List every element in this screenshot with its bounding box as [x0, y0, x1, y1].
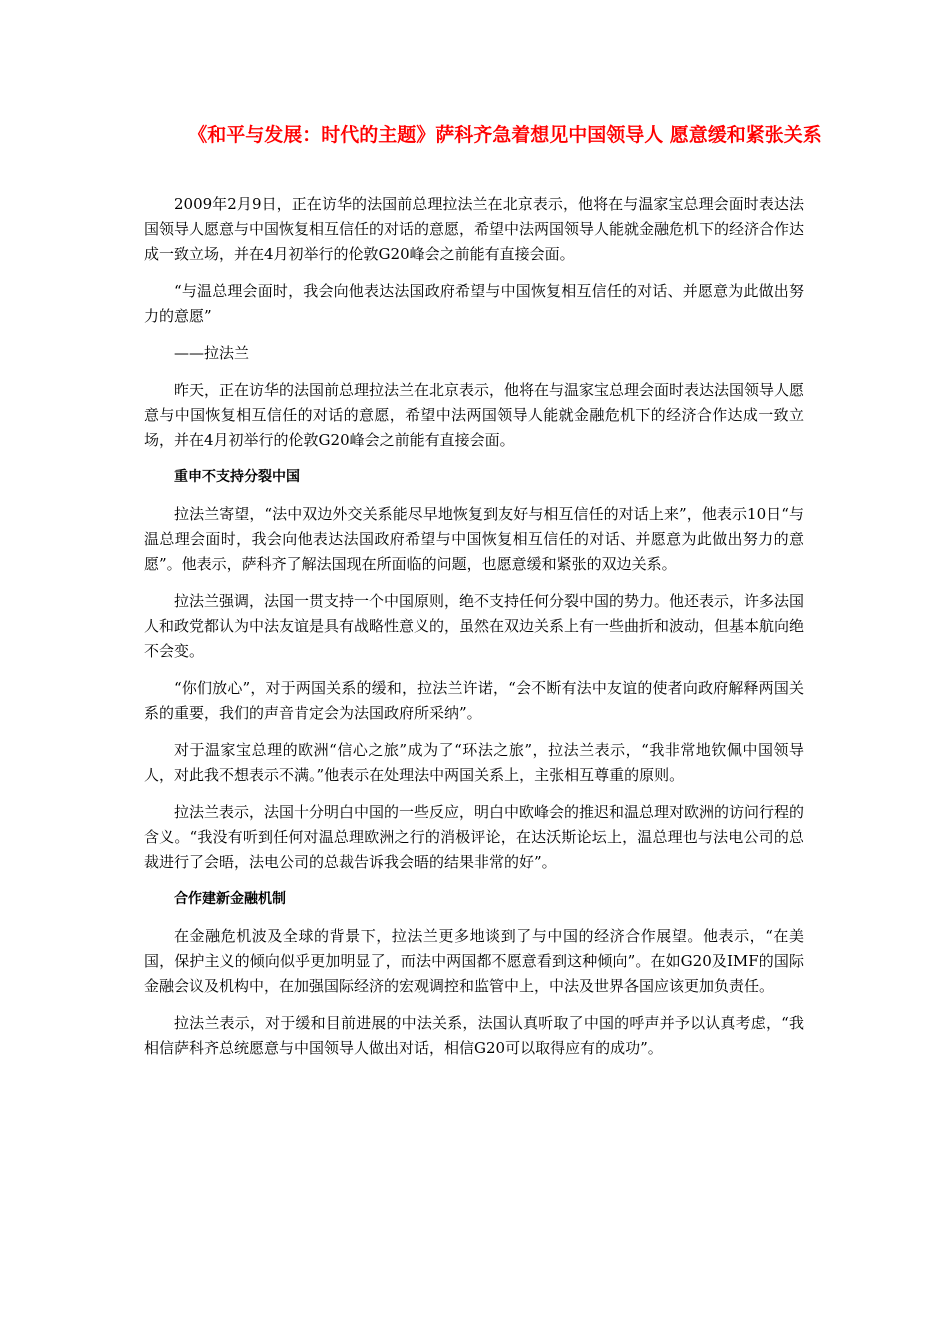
paragraph-g20: 拉法兰表示，对于缓和目前进展的中法关系，法国认真听取了中国的呼声并予以认真考虑，“我相信萨科齐总统愿意与中国领导人做出对话，相信G20可以取得应有的成功”。 — [144, 1014, 804, 1057]
paragraph-intro: 2009年2月9日，正在访华的法国前总理拉法兰在北京表示，他将在与温家宝总理会面时表达法国领导人愿意与中国恢复相互信任的对话的意愿，希望中法两国领导人能就金融危机下的经济合作达成一致立场，并在4月初举行的伦敦G20峰会之前能有直接会面。 — [144, 195, 805, 263]
paragraph-yesterday: 昨天，正在访华的法国前总理拉法兰在北京表示，他将在与温家宝总理会面时表达法国领导人愿意与中国恢复相互信任的对话的意愿，希望中法两国领导人能就金融危机下的经济合作达成一致立场，并在4月初举行的伦敦G20峰会之前能有直接会面。 — [144, 381, 805, 449]
paragraph-reaction: 拉法兰表示，法国十分明白中国的一些反应，明白中欧峰会的推迟和温总理对欧洲的访问行程的含义。“我没有听到任何对温总理欧洲之行的消极评论，在达沃斯论坛上，温总理也与法电公司的总裁进行了会晤，法电公司的总裁告诉我会晤的结果非常的好”。 — [144, 803, 805, 871]
paragraph-hope: 拉法兰寄望，“法中双边外交关系能尽早地恢复到友好与相互信任的对话上来”，他表示10日“与温总理会面时，我会向他表达法国政府希望与中国恢复相互信任的对话、并愿意为此做出努力的意愿”。他表示，萨科齐了解法国现在所面临的问题，也愿意缓和紧张的双边关系。 — [144, 505, 804, 573]
section-heading-finance: 合作建新金融机制 — [174, 891, 286, 907]
article-title: 《和平与发展：时代的主题》萨科齐急着想见中国领导人 愿意缓和紧张关系 — [188, 124, 822, 146]
paragraph-economy: 在金融危机波及全球的背景下，拉法兰更多地谈到了与中国的经济合作展望。他表示，“在美国，保护主义的倾向似乎更加明显了，而法中两国都不愿意看到这种倾向”。在如G20及IMF的国际金融会议及机构中，在加强国际经济的宏观调控和监管中上，中法及世界各国应该更加负责任。 — [144, 927, 804, 995]
paragraph-reassure: “你们放心”，对于两国关系的缓和，拉法兰许诺，“会不断有法中友谊的使者向政府解释两国关系的重要，我们的声音肯定会为法国政府所采纳”。 — [144, 679, 804, 722]
quote-attribution: ——拉法兰 — [174, 344, 250, 362]
paragraph-trip: 对于温家宝总理的欧洲“信心之旅”成为了“环法之旅”，拉法兰表示，“我非常地钦佩中国领导人，对此我不想表示不满。”他表示在处理法中两国关系上，主张相互尊重的原则。 — [144, 741, 804, 784]
quote-paragraph: “与温总理会面时，我会向他表达法国政府希望与中国恢复相互信任的对话、并愿意为此做出努力的意愿” — [144, 282, 804, 325]
paragraph-one-china: 拉法兰强调，法国一贯支持一个中国原则，绝不支持任何分裂中国的势力。他还表示，许多法国人和政党都认为中法友谊是具有战略性意义的，虽然在双边关系上有一些曲折和波动，但基本航向绝不会变。 — [144, 592, 805, 660]
section-heading-one-china: 重申不支持分裂中国 — [174, 469, 300, 485]
article-body — [144, 192, 804, 1073]
